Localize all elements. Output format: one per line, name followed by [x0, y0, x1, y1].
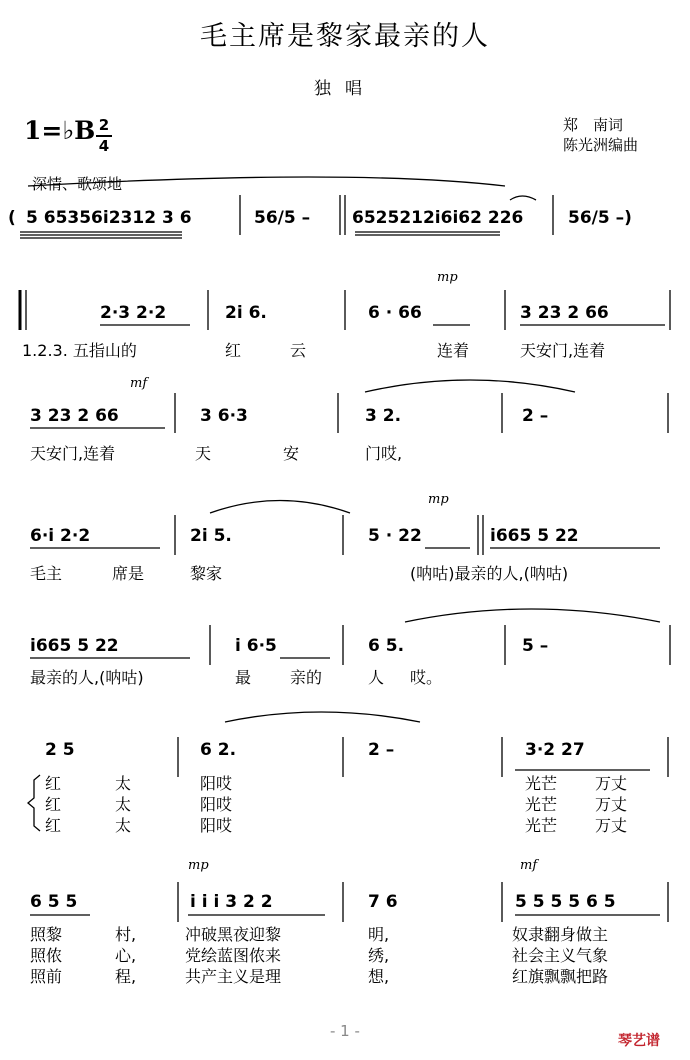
lyricist-credit: 郑 南词 [563, 116, 624, 134]
line5-verse3-w5: 万丈 [595, 816, 628, 835]
page-number: - 1 - [330, 1022, 360, 1040]
dynamic-mp-2: mp [428, 492, 449, 507]
line5-verse1-w1: 红 [45, 774, 62, 793]
intro-bar-4: 56/5 –) [568, 208, 632, 228]
line2-lyric-2: 天 [195, 444, 212, 463]
line5-verse1-w2: 太 [115, 774, 132, 793]
line5-bar-4: 3·2 27 [525, 740, 585, 760]
line2-lyric-4: 门哎, [365, 444, 403, 463]
line2-bar-1: 3 23 2 66 [30, 406, 119, 426]
line4-bar-3: 6 5. [368, 636, 405, 656]
line1-lyric-2: 红 [225, 341, 242, 360]
line6-verse1-w3: 冲破黑夜迎黎 [185, 925, 282, 944]
line3-bar-2: 2i 5. [190, 526, 232, 546]
performance-type: 独唱 [314, 79, 376, 99]
dynamic-mf-2: mf [520, 858, 538, 873]
line5-verse2-w1: 红 [45, 795, 62, 814]
line4-bar-4: 5 – [522, 636, 549, 656]
line5-verse3-w2: 太 [115, 816, 132, 835]
line1-lyric-1: 1.2.3. 五指山的 [22, 341, 137, 360]
song-title: 毛主席是黎家最亲的人 [200, 21, 490, 52]
line1-bar-1: 2·3 2·2 [100, 303, 167, 323]
line4-lyric-4: 人 [368, 668, 385, 687]
intro-bar-3: 6525212i6i62 226 [352, 208, 524, 228]
line3-lyric-1: 毛主 [30, 564, 63, 583]
dynamic-mp-3: mp [188, 858, 209, 873]
line5-verse1-w3: 阳哎 [200, 774, 233, 793]
line6-verse1-w4: 明, [368, 925, 390, 944]
tempo-marking: 深情、歌颂地 [32, 175, 123, 193]
line1-lyric-5: 天安门,连着 [520, 341, 606, 360]
line6-verse3-w3: 共产主义是理 [185, 967, 282, 986]
line4-lyric-2: 最 [235, 668, 252, 687]
line4-lyric-1: 最亲的人,(呐咕) [30, 668, 144, 687]
line5-verse3-w4: 光芒 [525, 816, 558, 835]
line6-verse2-w1: 照侬 [30, 946, 63, 965]
intro-bar-2: 56/5 – [254, 208, 311, 228]
line5-verse1-w4: 光芒 [525, 774, 558, 793]
line1-lyric-3: 云 [290, 341, 307, 360]
line4-bar-1: i665 5 22 [30, 636, 119, 656]
line5-bar-1: 2 5 [45, 740, 75, 760]
line1-bar-2: 2i 6. [225, 303, 267, 323]
site-logo[interactable]: 琴艺谱 [618, 1033, 660, 1049]
line4-lyric-3: 亲的 [290, 668, 323, 687]
line6-verse2-w4: 绣, [368, 946, 390, 965]
intro-bar-1: 5 65356i2312 3 6 [26, 208, 192, 228]
line2-bar-4: 2 – [522, 406, 549, 426]
line3-bar-3: 5 · 22 [368, 526, 422, 546]
line3-lyric-3: 黎家 [190, 564, 223, 583]
time-numerator: 2 [98, 116, 110, 134]
line6-bar-1: 6 5 5 [30, 892, 78, 912]
line1-bar-4: 3 23 2 66 [520, 303, 609, 323]
line1-bar-3: 6 · 66 [368, 303, 422, 323]
line6-verse1-w5: 奴隶翻身做主 [512, 925, 609, 944]
line2-lyric-1: 天安门,连着 [30, 444, 116, 463]
line6-verse2-w2: 心, [115, 946, 137, 965]
line3-lyric-4: (呐咕)最亲的人,(呐咕) [410, 564, 569, 583]
line6-bar-2: i i i 3 2 2 [190, 892, 273, 912]
line6-verse1-w2: 村, [115, 925, 137, 944]
key-signature: 1=♭B [24, 116, 96, 145]
line6-verse2-w3: 党绘蓝图侬来 [185, 946, 282, 965]
line5-bar-3: 2 – [368, 740, 395, 760]
line1-lyric-4: 连着 [437, 341, 470, 360]
line6-verse3-w4: 想, [368, 967, 390, 986]
line5-verse1-w5: 万丈 [595, 774, 628, 793]
line5-verse2-w4: 光芒 [525, 795, 558, 814]
line6-verse3-w1: 照前 [30, 967, 63, 986]
line4-bar-2: i 6·5 [235, 636, 277, 656]
intro-open-paren: ( [8, 208, 16, 228]
line6-bar-3: 7 6 [368, 892, 398, 912]
line5-verse2-w5: 万丈 [595, 795, 628, 814]
line2-bar-2: 3 6·3 [200, 406, 248, 426]
line2-bar-3: 3 2. [365, 406, 402, 426]
line3-bar-4: i665 5 22 [490, 526, 579, 546]
line5-verse3-w3: 阳哎 [200, 816, 233, 835]
line6-verse2-w5: 社会主义气象 [512, 946, 609, 965]
line5-verse3-w1: 红 [45, 816, 62, 835]
line6-bar-4: 5 5 5 5 6 5 [515, 892, 616, 912]
dynamic-mp-1: mp [437, 270, 458, 285]
line6-verse3-w2: 程, [115, 967, 137, 986]
line5-verse2-w3: 阳哎 [200, 795, 233, 814]
time-denominator: 4 [96, 135, 112, 156]
line6-verse3-w5: 红旗飘飘把路 [512, 967, 609, 986]
composer-credit: 陈光洲编曲 [563, 136, 639, 154]
line3-lyric-2: 席是 [112, 564, 145, 583]
line2-lyric-3: 安 [283, 444, 300, 463]
line6-verse1-w1: 照黎 [30, 925, 63, 944]
dynamic-mf-1: mf [130, 376, 148, 391]
line4-lyric-5: 哎。 [410, 668, 443, 687]
line3-bar-1: 6·i 2·2 [30, 526, 91, 546]
line5-bar-2: 6 2. [200, 740, 237, 760]
line5-verse2-w2: 太 [115, 795, 132, 814]
